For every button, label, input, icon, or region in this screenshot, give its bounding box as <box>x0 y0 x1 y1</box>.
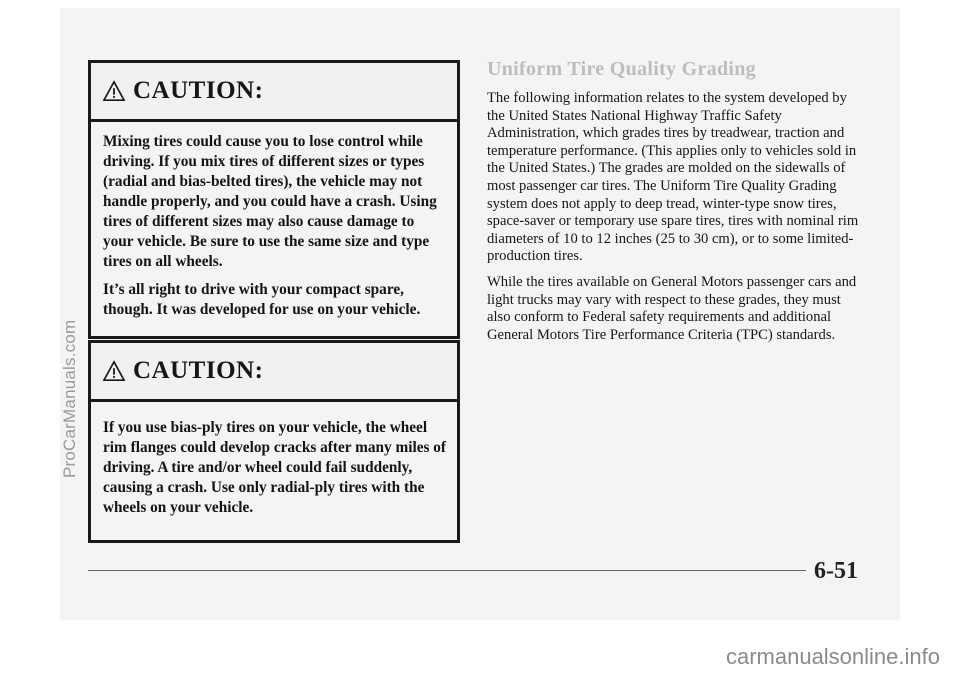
bottom-watermark: carmanualsonline.info <box>725 644 940 669</box>
page-number: 6-51 <box>814 558 858 584</box>
side-watermark: ProCarManuals.com <box>60 319 79 478</box>
section-title: Uniform Tire Quality Grading <box>487 58 756 80</box>
caution-title: CAUTION: <box>133 357 264 384</box>
body-paragraph: While the tires available on General Motors passenger cars and light trucks may vary with respect to these grades, they must also conform to Federal safety requirements and additional General Motors Tire Performance Criteria (TPC) standards. <box>487 273 857 343</box>
warning-triangle-icon <box>103 360 125 382</box>
caution-box-bias-ply <box>88 340 460 543</box>
caution-box-mixing-tires <box>88 60 460 339</box>
warning-triangle-icon <box>103 80 125 102</box>
caution-paragraph: Mixing tires could cause you to lose control while driving. If you mix tires of different sizes or types (radial and bias-belted tires), the vehicle may not handle properly, and you could have a crash. Using tires of different sizes may also cause damage to your vehicle. Be sure to use the same size and type tires on all wheels. <box>103 133 437 270</box>
caution-body <box>91 122 457 336</box>
caution-title: CAUTION: <box>133 77 264 104</box>
caution-paragraph: It’s all right to drive with your compact spare, though. It was developed for use on your vehicle. <box>103 281 421 318</box>
footer-rule <box>88 570 806 571</box>
right-column <box>487 58 867 352</box>
caution-header <box>91 343 457 402</box>
caution-body <box>91 402 457 540</box>
caution-paragraph: If you use bias-ply tires on your vehicle, the wheel rim flanges could develop cracks after many miles of driving. A tire and/or wheel could fail suddenly, causing a crash. Use only radial-ply tires with the wheels on your vehicle. <box>103 419 446 516</box>
body-paragraph: The following information relates to the system developed by the United States National Highway Traffic Safety Administration, which grades tires by treadwear, traction and temperature performance. (This applies only to vehicles sold in the United States.) The grades are molded on the sidewalls of most passenger car tires. The Uniform Tire Quality Grading system does not apply to deep tread, winter-type snow tires, space-saver or temporary use spare tires, tires with nominal rim diameters of 10 to 12 inches (25 to 30 cm), or to some limited-production tires. <box>487 90 859 265</box>
caution-header <box>91 63 457 122</box>
